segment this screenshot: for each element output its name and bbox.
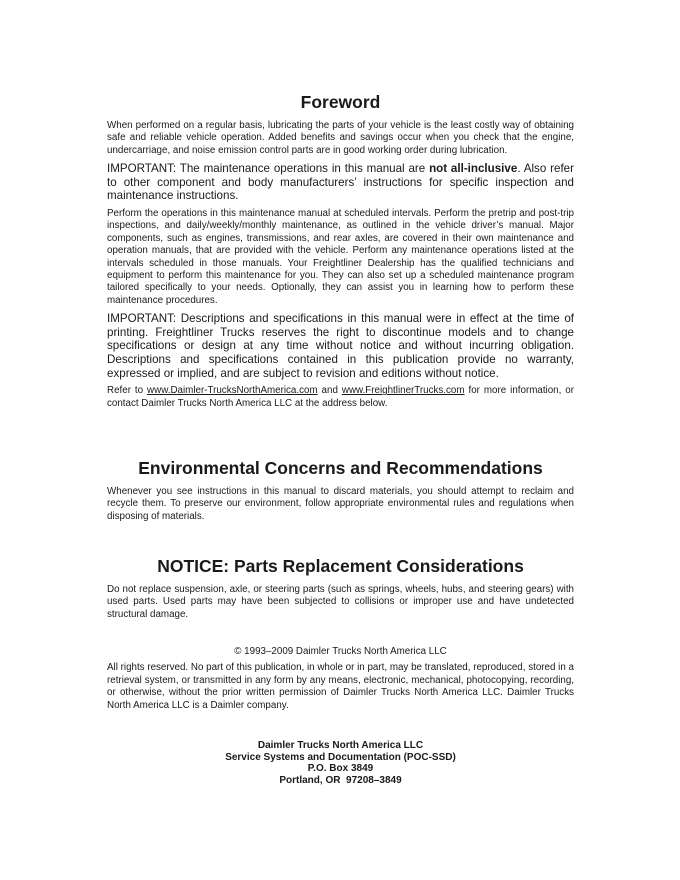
environmental-title: Environmental Concerns and Recommendations [138,458,543,478]
foreword-section [107,120,574,410]
important-note-emphasis: not all-inclusive [429,162,518,176]
freightliner-website-link[interactable]: www.FreightlinerTrucks.com [341,385,465,397]
address-company: Daimler Trucks North America LLC [257,740,424,751]
foreword-important-note [107,162,574,203]
environmental-paragraph: Whenever you see instructions in this manual to discard materials, you should attempt to reclaim and recycle them. To preserve our environment, follow appropriate environmental rules and regulations when disposing of materials. [107,486,574,522]
daimler-website-link[interactable]: www.Daimler-TrucksNorthAmerica.com [147,385,318,397]
environmental-section [107,486,574,523]
copyright-line: © 1993–2009 Daimler Trucks North America LLC [234,646,447,657]
notice-title: NOTICE: Parts Replacement Considerations [157,556,524,576]
foreword-paragraph-1: When performed on a regular basis, lubricating the parts of your vehicle is the least costly way of obtaining safe and reliable vehicle operation. Added benefits and savings occur when you check that the engine, undercarriage, and noise emission control parts are in good working order during lubrication. [107,120,574,156]
rights-paragraph: All rights reserved. No part of this publication, in whole or in part, may be translated, reproduced, stored in a retrieval system, or transmitted in any form by any means, electronic, mechanical, photocopying, recording, or otherwise, without the prior written permission of Daimler Trucks North America LLC. Daimler Trucks North America LLC is a Daimler company. [107,662,574,711]
important-note-text-end: . Also refer to other component and body manufacturers’ instructions for specific inspection and maintenance instructions. [107,162,574,203]
copyright-section [107,646,574,712]
address-department: Service Systems and Documentation (POC-SSD) [225,751,456,763]
address-po-box: P.O. Box 3849 [307,763,374,775]
notice-paragraph: Do not replace suspension, axle, or steering parts (such as springs, wheels, hubs, and steering gears) with used parts. Used parts may have been subjected to collisions or improper use and have undetected structural damage. [107,584,574,620]
foreword-paragraph-3: Perform the operations in this maintenance manual at scheduled intervals. Perform the pretrip and post-trip inspections, and daily/weekly/monthly maintenance, as outlined in the vehicle driver’s manual. Major components, such as engines, transmissions, and rear axles, are covered in their own maintenance and operation manuals, that are provided with the vehicle. Perform any maintenance operations listed at the intervals scheduled in those manuals. Your Freightliner Dealership has the qualified technicians and equipment to perform this maintenance for you. They can also set up a scheduled maintenance program tailored specifically to your needs. Optionally, they can assist you in learning how to perform these maintenance procedures. [107,208,574,306]
foreword-disclaimer: IMPORTANT: Descriptions and specifications in this manual were in effect at the time of printing. Freightliner Trucks reserves the right to discontinue models and to change specifications or design at any time without notice and without incurring obligation. Descriptions and specifications contained in this publication provide no warranty, expressed or implied, and are subject to revision and editions without notice. [107,312,574,380]
refer-and-text: and [317,385,342,397]
refer-text: Refer to [107,385,148,397]
notice-section [107,584,574,621]
refer-text-end: for more information, or contact Daimler Trucks North America LLC at the address below. [107,385,575,409]
important-note-text: IMPORTANT: The maintenance operations in this manual are [107,162,430,176]
foreword-refer-paragraph [107,385,574,410]
address-city: Portland, OR 97208–3849 [279,774,402,786]
foreword-title: Foreword [300,92,381,112]
company-address [107,740,574,786]
